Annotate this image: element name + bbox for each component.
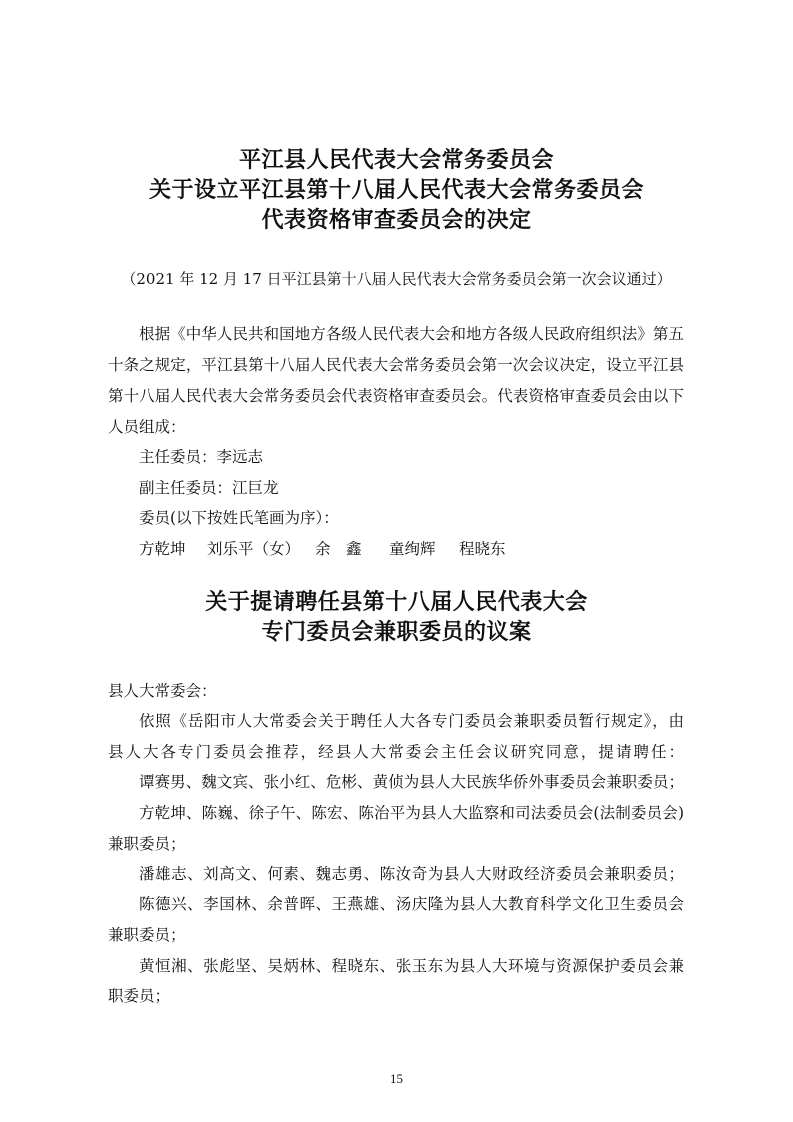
decision-body-line-2: 十条之规定，平江县第十八届人民代表大会常务委员会第一次会议决定，设立平江县	[108, 356, 684, 374]
member-name: 程晓东	[459, 540, 506, 558]
appointment-line: 方乾坤、陈巍、徐子午、陈宏、陈治平为县人大监察和司法委员会(法制委员会)	[139, 804, 684, 822]
member-name: 余 鑫	[315, 540, 362, 558]
decision-body-line-4: 人员组成：	[108, 418, 186, 436]
appointment-line: 兼职委员；	[108, 835, 186, 853]
decision-title-line-1: 平江县人民代表大会常务委员会	[238, 148, 554, 173]
proposal-intro-line-1: 依照《岳阳市人大常委会关于聘任人大各专门委员会兼职委员暂行规定》，由	[139, 712, 684, 730]
appointment-line: 职委员；	[108, 987, 171, 1005]
proposal-intro-line-2: 县人大各专门委员会推荐，经县人大常委会主任会议研究同意，提请聘任：	[108, 743, 684, 761]
member-name: 方乾坤	[139, 540, 186, 558]
members-label: 委员(以下按姓氏笔画为序）：	[139, 509, 339, 527]
members-list	[139, 539, 506, 559]
appointment-line: 陈德兴、李国林、余普晖、王燕雄、汤庆隆为县人大教育科学文化卫生委员会	[139, 895, 684, 913]
member-name: 刘乐平（女）	[207, 540, 301, 558]
proposal-title-line-1: 关于提请聘任县第十八届人民代表大会	[205, 590, 588, 615]
director-line: 主任委员：李远志	[139, 448, 264, 466]
appointment-line: 谭赛男、魏文宾、张小红、危彬、黄侦为县人大民族华侨外事委员会兼职委员；	[139, 773, 684, 791]
decision-title-line-2: 关于设立平江县第十八届人民代表大会常务委员会	[148, 178, 644, 203]
appointment-line: 黄恒湘、张彪坚、吴炳林、程晓东、张玉东为县人大环境与资源保护委员会兼	[139, 957, 684, 975]
deputy-director-line: 副主任委员：江巨龙	[139, 479, 279, 497]
decision-title-line-3: 代表资格审查委员会的决定	[261, 208, 532, 233]
member-name: 童绚辉	[389, 540, 436, 558]
appointment-line: 潘雄志、刘高文、何素、魏志勇、陈汝奇为县人大财政经济委员会兼职委员；	[139, 865, 684, 883]
decision-body-line-3: 第十八届人民代表大会常务委员会代表资格审查委员会。代表资格审查委员会由以下	[108, 387, 684, 405]
page-number: 15	[390, 1071, 403, 1086]
decision-subtitle: （2021 年 12 月 17 日平江县第十八届人民代表大会常务委员会第一次会议通过）	[121, 270, 672, 288]
appointment-line: 兼职委员；	[108, 926, 186, 944]
proposal-title-line-2: 专门委员会兼职委员的议案	[261, 620, 532, 645]
decision-body-line-1: 根据《中华人民共和国地方各级人民代表大会和地方各级人民政府组织法》第五	[139, 325, 684, 343]
salutation: 县人大常委会：	[108, 682, 217, 700]
